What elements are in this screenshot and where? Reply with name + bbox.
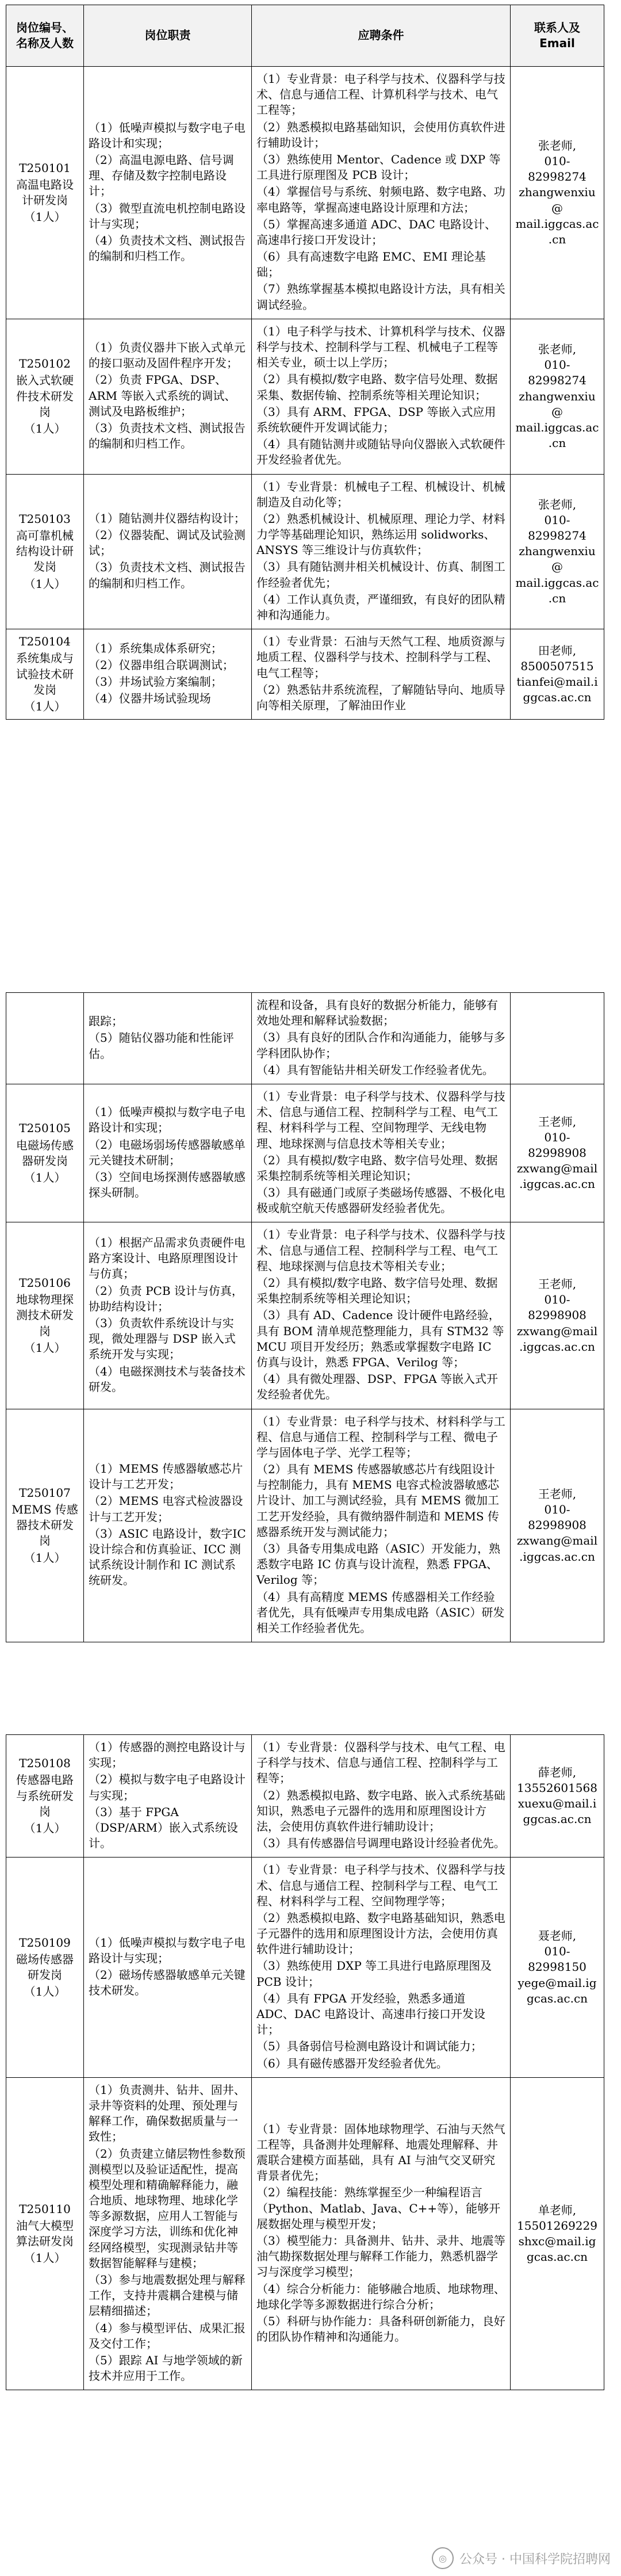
- requirement-item: （6）具有磁传感器开发经验者优先。: [256, 2056, 448, 2070]
- requirements-cell: [252, 2077, 511, 2390]
- contact-detail: 010-82998908: [528, 1503, 586, 1532]
- position-code: T250109: [19, 1935, 71, 1950]
- contact-cell: [511, 1409, 604, 1642]
- contact-detail: zxwang@mail.iggcas.ac.cn: [516, 1324, 598, 1354]
- position-title: 电磁场传感器研发岗: [16, 1138, 74, 1168]
- position-title: 油气大模型算法研发岗: [16, 2218, 74, 2249]
- position-cell: [6, 1409, 84, 1642]
- watermark-text: 公众号 · 中国科学院招聘网: [459, 2552, 611, 2567]
- duties-cell: [84, 319, 252, 474]
- position-cell: [6, 67, 84, 319]
- position-count: （1人）: [24, 699, 66, 713]
- duty-item: （3）负责技术文档、测试报告的编制和归档工作。: [89, 560, 246, 590]
- contact-cell: [511, 993, 604, 1084]
- contact-cell: [511, 629, 604, 720]
- position-cell: [6, 474, 84, 629]
- requirement-item: （2）熟悉机械设计、机械原理、理论力学、材料力学等基础理论知识，熟练运用 solidworks、ANSYS 等三维设计与仿真软件；: [256, 511, 505, 557]
- position-count: （1人）: [24, 2251, 66, 2265]
- position-title: 磁场传感器研发岗: [16, 1952, 74, 1982]
- duty-item: （4）仪器井场试验现场: [89, 691, 211, 706]
- requirement-item: （4）具有随钻测井或随钻导向仪器嵌入式软硬件开发经验者优先。: [256, 437, 505, 467]
- requirements-cell: [252, 1222, 511, 1409]
- requirement-item: （1）专业背景：固体地球物理学、石油与天然气工程等，具备测井处理解释、地震处理解释、井震联合建模方面基础，具有 AI 与油气交叉研究背景者优先；: [256, 2122, 505, 2183]
- requirement-item: （2）熟悉模拟电路基础知识，会使用仿真软件进行辅助设计；: [256, 120, 505, 150]
- requirements-cell: [252, 993, 511, 1084]
- contact-cell: [511, 2077, 604, 2390]
- header-contact: 联系人及 Email: [511, 5, 604, 67]
- position-code: T250110: [19, 2202, 71, 2216]
- requirement-item: （2）熟悉模拟电路、数字电路基础知识，熟悉电子元器件的选用和原理图设计方法，会使用仿真软件进行辅助设计；: [256, 1910, 505, 1956]
- recruitment-table: [6, 5, 604, 720]
- requirement-item: （3）具有良好的团队合作和沟通能力，能够与多学科团队协作；: [256, 1030, 505, 1060]
- position-cell: [6, 629, 84, 720]
- duties-cell: [84, 1409, 252, 1642]
- position-cell: [6, 1735, 84, 1858]
- requirement-item: （4）具有高精度 MEMS 传感器相关工作经验者优先，具有低噪声专用集成电路（ASIC）研发相关工作经验者优先。: [256, 1589, 505, 1635]
- duty-item: （2）电磁场弱场传感器敏感单元关键技术研制；: [89, 1137, 246, 1167]
- position-code: T250101: [19, 160, 71, 175]
- position-count: （1人）: [24, 1340, 66, 1355]
- requirement-item: （4）掌握信号与系统、射频电路、数字电路、功率电路等，掌握高速电路设计原理和方法；: [256, 185, 505, 215]
- requirement-item: （4）工作认真负责，严谨细致，有良好的团队精神和沟通能力。: [256, 592, 505, 622]
- requirement-item: （1）专业背景：电子科学与技术、仪器科学与技术、信息与通信工程、控制科学与工程、电气工程、材料科学与工程、空间物理学等；: [256, 1863, 505, 1908]
- requirement-item: （6）具有高速数字电路 EMC、EMI 理论基础；: [256, 250, 486, 280]
- table-row: [6, 629, 604, 720]
- contact-detail: 010-82998908: [528, 1293, 586, 1323]
- table-row: [6, 1735, 604, 1858]
- duty-item: （2）模拟与数字电子电路设计与实现；: [89, 1772, 246, 1802]
- contact-detail: 010-82998274: [528, 513, 586, 543]
- requirement-item: （1）专业背景：仪器科学与技术、电气工程、电子科学与技术、信息与通信工程、控制科学与工程等；: [256, 1740, 505, 1786]
- position-count: （1人）: [24, 1550, 66, 1565]
- position-code: T250108: [19, 1756, 71, 1771]
- requirement-item: （3）具有 AD、Cadence 设计硬件电路经验，具有 BOM 清单规范整理能力，具有 STM32 等 MCU 项目开发经历；熟悉或掌握数字电路 IC 仿真与设计，熟悉 FPGA、Verilog 等；: [256, 1308, 504, 1369]
- table-page-2: [6, 992, 604, 1642]
- duty-item: （3）负责软件系统设计与实现，微处理器与 DSP 嵌入式系统开发与实现；: [89, 1316, 236, 1362]
- table-row: [6, 2077, 604, 2390]
- position-cell: [6, 993, 84, 1084]
- contact-name: 张老师,: [538, 342, 577, 356]
- contact-name: 聂老师,: [538, 1929, 577, 1943]
- duty-item: （4）负责技术文档、测试报告的编制和归档工作。: [89, 233, 246, 263]
- contact-detail: mail.iggcas.ac.cn: [515, 420, 599, 450]
- contact-detail: zhangwenxiu@: [519, 185, 596, 215]
- duty-item: （2）高温电源电路、信号调理、存储及数字控制电路设计；: [89, 152, 234, 198]
- table-row: [6, 1222, 604, 1409]
- contact-detail: zxwang@mail.iggcas.ac.cn: [516, 1161, 598, 1191]
- duties-cell: [84, 1084, 252, 1222]
- watermark: [432, 2547, 611, 2569]
- requirements-cell: [252, 1858, 511, 2077]
- contact-detail: xuexu@mail.iggcas.ac.cn: [518, 1797, 597, 1826]
- contact-cell: [511, 1735, 604, 1858]
- position-count: （1人）: [24, 421, 66, 435]
- requirement-item: （2）具有 MEMS 传感器敏感芯片有线阻设计与控制能力，具有 MEMS 电容式检波器敏感芯片设计、加工与测试经验，具有 MEMS 微加工工艺开发经验，具有微纳器件制造和 MEMS 传感器系统开发与测试能力；: [256, 1462, 499, 1539]
- position-count: （1人）: [24, 1821, 66, 1835]
- duty-item: （1）系统集成体系研究；: [89, 641, 223, 655]
- requirement-item: （4）具有智能钻井相关研发工作经验者优先。: [256, 1062, 494, 1077]
- contact-detail: yege@mail.iggcas.ac.cn: [518, 1975, 597, 2005]
- requirement-item: （1）专业背景：石油与天然气工程、地质资源与地质工程、仪器科学与技术、控制科学与工程、电气工程等；: [256, 635, 505, 680]
- duty-item: （1）负责仪器井下嵌入式单元的接口驱动及固件程序开发；: [89, 341, 246, 370]
- contact-detail: 010-82998274: [528, 358, 586, 388]
- contact-name: 田老师,: [538, 643, 577, 658]
- contact-detail: mail.iggcas.ac.cn: [515, 216, 599, 246]
- duty-item: 跟踪；: [89, 1014, 123, 1029]
- requirement-item: （4）综合分析能力：能够融合地质、地球物理、地球化学等多源数据进行综合分析；: [256, 2281, 505, 2311]
- duty-item: （1）负责测井、钻井、固井、录井等资料的处理、预处理与解释工作，确保数据质量与一致性；: [89, 2082, 246, 2144]
- duty-item: （1）传感器的测控电路设计与实现；: [89, 1740, 246, 1770]
- requirement-item: （2）具有模拟/数字电路、数字信号处理、数据采集控制系统等相关理论知识；: [256, 1153, 498, 1183]
- duties-cell: [84, 1222, 252, 1409]
- duty-item: （4）电磁探测技术与装备技术研发。: [89, 1364, 246, 1394]
- contact-name: 王老师,: [538, 1277, 577, 1291]
- position-title: 高可靠机械结构设计研发岗: [16, 529, 74, 574]
- table-row: [6, 1858, 604, 2077]
- position-title: 地球物理探测技术研发岗: [16, 1293, 74, 1338]
- requirement-item: （2）熟悉模拟电路、数字电路、嵌入式系统基础知识，熟悉电子元器件的选用和原理图设计方法，会使用仿真软件进行辅助设计；: [256, 1788, 505, 1833]
- requirements-cell: [252, 1409, 511, 1642]
- requirements-cell: [252, 1084, 511, 1222]
- requirement-item: （1）专业背景：电子科学与技术、材料科学与工程、信息与通信工程、控制科学与工程、微电子学与固体电子学、光学工程等；: [256, 1414, 505, 1459]
- contact-detail: 010-82998274: [528, 154, 586, 184]
- position-cell: [6, 1858, 84, 2077]
- requirement-item: （1）电子科学与技术、计算机科学与技术、仪器科学与技术、控制科学与工程、机械电子工程等相关专业，硕士以上学历；: [256, 324, 505, 370]
- position-code: T250105: [19, 1121, 71, 1136]
- contact-detail: zhangwenxiu@: [519, 389, 596, 419]
- position-count: （1人）: [24, 210, 66, 224]
- table-row: [6, 993, 604, 1084]
- duty-item: （2）负责建立储层物性参数预测模型以及验证适配性，提高模型处理和精确解释能力，融合地质、地球物理、地球化学等多源数据，应用人工智能与深度学习方法，训练和优化神经网络模型，实现测录钻井等数据智能解释与建模；: [89, 2146, 246, 2270]
- duty-item: （5）跟踪 AI 与地学领域的新技术并应用于工作。: [89, 2353, 243, 2383]
- requirement-item: （3）具有传感器信号调理电路设计经验者优先。: [256, 1836, 505, 1851]
- duty-item: （2）负责 FPGA、DSP、ARM 等嵌入式系统的调试、测试及电路板维护；: [89, 373, 236, 418]
- requirement-item: （5）科研与协作能力：具备科研创新能力，良好的团队协作精神和沟通能力。: [256, 2314, 505, 2344]
- contact-name: 王老师,: [538, 1486, 577, 1501]
- requirement-item: （4）具有 FPGA 开发经验，熟悉多通道 ADC、DAC 电路设计、高速串行接口开发设计；: [256, 1991, 485, 2037]
- contact-cell: [511, 474, 604, 629]
- contact-cell: [511, 1858, 604, 2077]
- requirements-cell: [252, 67, 511, 319]
- requirement-item: （3）具有随钻测井相关机械设计、仿真、制图工作经验者优先；: [256, 560, 505, 590]
- contact-detail: 010-82998908: [528, 1130, 586, 1160]
- contact-detail: mail.iggcas.ac.cn: [515, 575, 599, 605]
- requirement-item: （3）具有磁通门或原子类磁场传感器、不极化电极或航空航天传感器研发经验者优先。: [256, 1186, 505, 1216]
- position-title: 系统集成与试验技术研发岗: [16, 651, 74, 697]
- duty-item: （2）负责 PCB 设计与仿真，协助结构设计；: [89, 1283, 243, 1313]
- contact-name: 王老师,: [538, 1114, 577, 1129]
- contact-detail: tianfei@mail.iggcas.ac.cn: [516, 675, 598, 705]
- duty-item: （3）负责技术文档、测试报告的编制和归档工作。: [89, 421, 246, 451]
- contact-cell: [511, 319, 604, 474]
- duty-item: （3）微型直流电机控制电路设计与实现；: [89, 201, 246, 231]
- position-count: （1人）: [24, 1170, 66, 1184]
- position-cell: [6, 1084, 84, 1222]
- header-requirements: 应聘条件: [252, 5, 511, 67]
- duties-cell: [84, 993, 252, 1084]
- position-title: 高温电路设计研发岗: [16, 177, 74, 207]
- header-code: 岗位编号、名称及人数: [6, 5, 84, 67]
- requirement-item: （3）熟练使用 DXP 等工具进行电路原理图及 PCB 设计；: [256, 1959, 492, 1989]
- position-title: 嵌入式软硬件技术研发岗: [16, 373, 74, 419]
- requirement-item: （7）熟练掌握基本模拟电路设计方法，具有相关调试经验。: [256, 282, 505, 312]
- contact-cell: [511, 67, 604, 319]
- duty-item: （1）根据产品需求负责硬件电路方案设计、电路原理图设计与仿真；: [89, 1236, 246, 1281]
- requirement-item: （5）掌握高速多通道 ADC、DAC 电路设计、高速串行接口开发设计；: [256, 217, 497, 247]
- duty-item: （1）低噪声模拟与数字电子电路设计与实现；: [89, 1935, 246, 1965]
- position-code: T250103: [19, 511, 71, 526]
- duty-item: （3）井场试验方案编制；: [89, 675, 223, 689]
- requirements-cell: [252, 319, 511, 474]
- duties-cell: [84, 67, 252, 319]
- requirement-item: （2）具有模拟/数字电路、数字信号处理、数据采集控制系统等相关理论知识；: [256, 1276, 498, 1306]
- contact-detail: zxwang@mail.iggcas.ac.cn: [516, 1534, 598, 1564]
- duty-item: （1）MEMS 传感器敏感芯片设计与工艺开发；: [89, 1462, 243, 1492]
- duty-item: （4）参与模型评估、成果汇报及交付工作；: [89, 2321, 246, 2350]
- recruitment-table-continued: [6, 992, 604, 1642]
- duty-item: （1）随钻测井仪器结构设计；: [89, 511, 246, 525]
- requirement-item: （3）具有 ARM、FPGA、DSP 等嵌入式应用系统软硬件开发调试能力；: [256, 404, 496, 434]
- position-code: T250107: [19, 1485, 71, 1500]
- position-code: T250106: [19, 1276, 71, 1290]
- table-page-3: [6, 1734, 604, 2390]
- position-cell: [6, 2077, 84, 2390]
- requirement-item: （1）专业背景：机械电子工程、机械设计、机械制造及自动化等；: [256, 479, 505, 509]
- requirements-cell: [252, 1735, 511, 1858]
- duty-item: （3）基于 FPGA（DSP/ARM）嵌入式系统设计。: [89, 1805, 238, 1851]
- position-code: T250102: [19, 357, 71, 371]
- requirement-item: 流程和设备，具有良好的数据分析能力，能够有效地处理和解释试验数据；: [256, 998, 498, 1028]
- position-title: 传感器电路与系统研发岗: [16, 1773, 74, 1818]
- contact-detail: 13552601568: [517, 1780, 597, 1795]
- requirement-item: （2）具有模拟/数字电路、数字信号处理、数据采集、数据传输、控制系统等相关理论知识；: [256, 372, 498, 402]
- header-duties: 岗位职责: [84, 5, 252, 67]
- duty-item: （3）空间电场探测传感器敏感探头研制。: [89, 1169, 246, 1200]
- table-row: [6, 67, 604, 319]
- table-row: [6, 1409, 604, 1642]
- duty-item: （3）ASIC 电路设计，数字IC 设计综合和仿真验证、ICC 测试系统设计制作和 IC 测试系统研发。: [89, 1526, 246, 1588]
- requirement-item: （2）编程技能：熟练掌握至少一种编程语言（Python、Matlab、Java、C++等），能够开展数据处理与模型开发；: [256, 2185, 501, 2231]
- duty-item: （2）磁场传感器敏感单元关键技术研发。: [89, 1968, 246, 1998]
- position-count: （1人）: [24, 1985, 66, 1999]
- duties-cell: [84, 2077, 252, 2390]
- contact-detail: 8500507515: [520, 659, 594, 673]
- position-cell: [6, 1222, 84, 1409]
- table-header-row: [6, 5, 604, 67]
- requirements-cell: [252, 474, 511, 629]
- wechat-icon: ◎: [432, 2547, 454, 2569]
- requirement-item: （4）具有微处理器、DSP、FPGA 等嵌入式开发经验者优先。: [256, 1372, 499, 1402]
- recruitment-table-continued-2: [6, 1734, 604, 2390]
- requirement-item: （1）专业背景：电子科学与技术、仪器科学与技术、信息与通信工程、控制科学与工程、电气工程、材料科学与工程、空间物理学、无线电物理、地球探测与信息技术等相关专业；: [256, 1089, 505, 1151]
- table-page-1: [6, 5, 604, 720]
- requirement-item: （3）熟练使用 Mentor、Cadence 或 DXP 等工具进行原理图及 PCB 设计；: [256, 152, 501, 182]
- contact-cell: [511, 1084, 604, 1222]
- duty-item: （3）参与地震数据处理与解释工作，支持井震耦合建模与储层精细描述；: [89, 2273, 246, 2318]
- requirement-item: （3）具备专用集成电路（ASIC）开发能力，熟悉数字电路 IC 仿真与设计流程，熟悉 FPGA、Verilog 等；: [256, 1542, 501, 1587]
- table-row: [6, 474, 604, 629]
- contact-detail: 15501269229: [517, 2218, 597, 2233]
- position-title: MEMS 传感器技术研发岗: [12, 1503, 78, 1548]
- requirement-item: （3）模型能力：具备测井、钻井、录井、地震等油气勘探数据处理与解释工作能力，熟悉机器学习与深度学习模型；: [256, 2234, 505, 2279]
- duty-item: （1）低噪声模拟与数字电子电路设计和实现；: [89, 1105, 246, 1135]
- contact-name: 单老师,: [538, 2203, 577, 2217]
- requirements-cell: [252, 629, 511, 720]
- position-code: T250104: [19, 635, 71, 649]
- duty-item: （2）MEMS 电容式检波器设计与工艺开发；: [89, 1494, 243, 1524]
- duty-item: （1）低噪声模拟与数字电子电路设计和实现；: [89, 120, 246, 150]
- requirement-item: （2）熟悉钻井系统流程，了解随钻导向、地质导向等相关原理，了解油田作业: [256, 682, 505, 712]
- duty-item: （5）随钻仪器功能和性能评估。: [89, 1031, 234, 1061]
- position-count: （1人）: [24, 576, 66, 591]
- contact-detail: zhangwenxiu@: [519, 544, 596, 574]
- table-row: [6, 319, 604, 474]
- contact-name: 张老师,: [538, 138, 577, 152]
- position-cell: [6, 319, 84, 474]
- requirement-item: （5）具备弱信号检测电路设计和调试能力；: [256, 2039, 482, 2054]
- duty-item: （2）仪器串组合联调测试；: [89, 658, 234, 672]
- duties-cell: [84, 1858, 252, 2077]
- contact-detail: shxc@mail.iggcas.ac.cn: [518, 2234, 596, 2264]
- contact-detail: 010-82998150: [528, 1944, 586, 1974]
- table-row: [6, 1084, 604, 1222]
- duties-cell: [84, 474, 252, 629]
- duties-cell: [84, 1735, 252, 1858]
- contact-cell: [511, 1222, 604, 1409]
- contact-name: 薛老师,: [538, 1765, 577, 1779]
- duties-cell: [84, 629, 252, 720]
- duty-item: （2）仪器装配、调试及试验测试；: [89, 528, 246, 558]
- requirement-item: （1）专业背景：电子科学与技术、仪器科学与技术、信息与通信工程、计算机科学与技术、电气工程等；: [256, 72, 505, 117]
- requirement-item: （1）专业背景：电子科学与技术、仪器科学与技术、信息与通信工程、控制科学与工程、电气工程、地球探测与信息技术等相关专业；: [256, 1228, 505, 1273]
- contact-name: 张老师,: [538, 497, 577, 511]
